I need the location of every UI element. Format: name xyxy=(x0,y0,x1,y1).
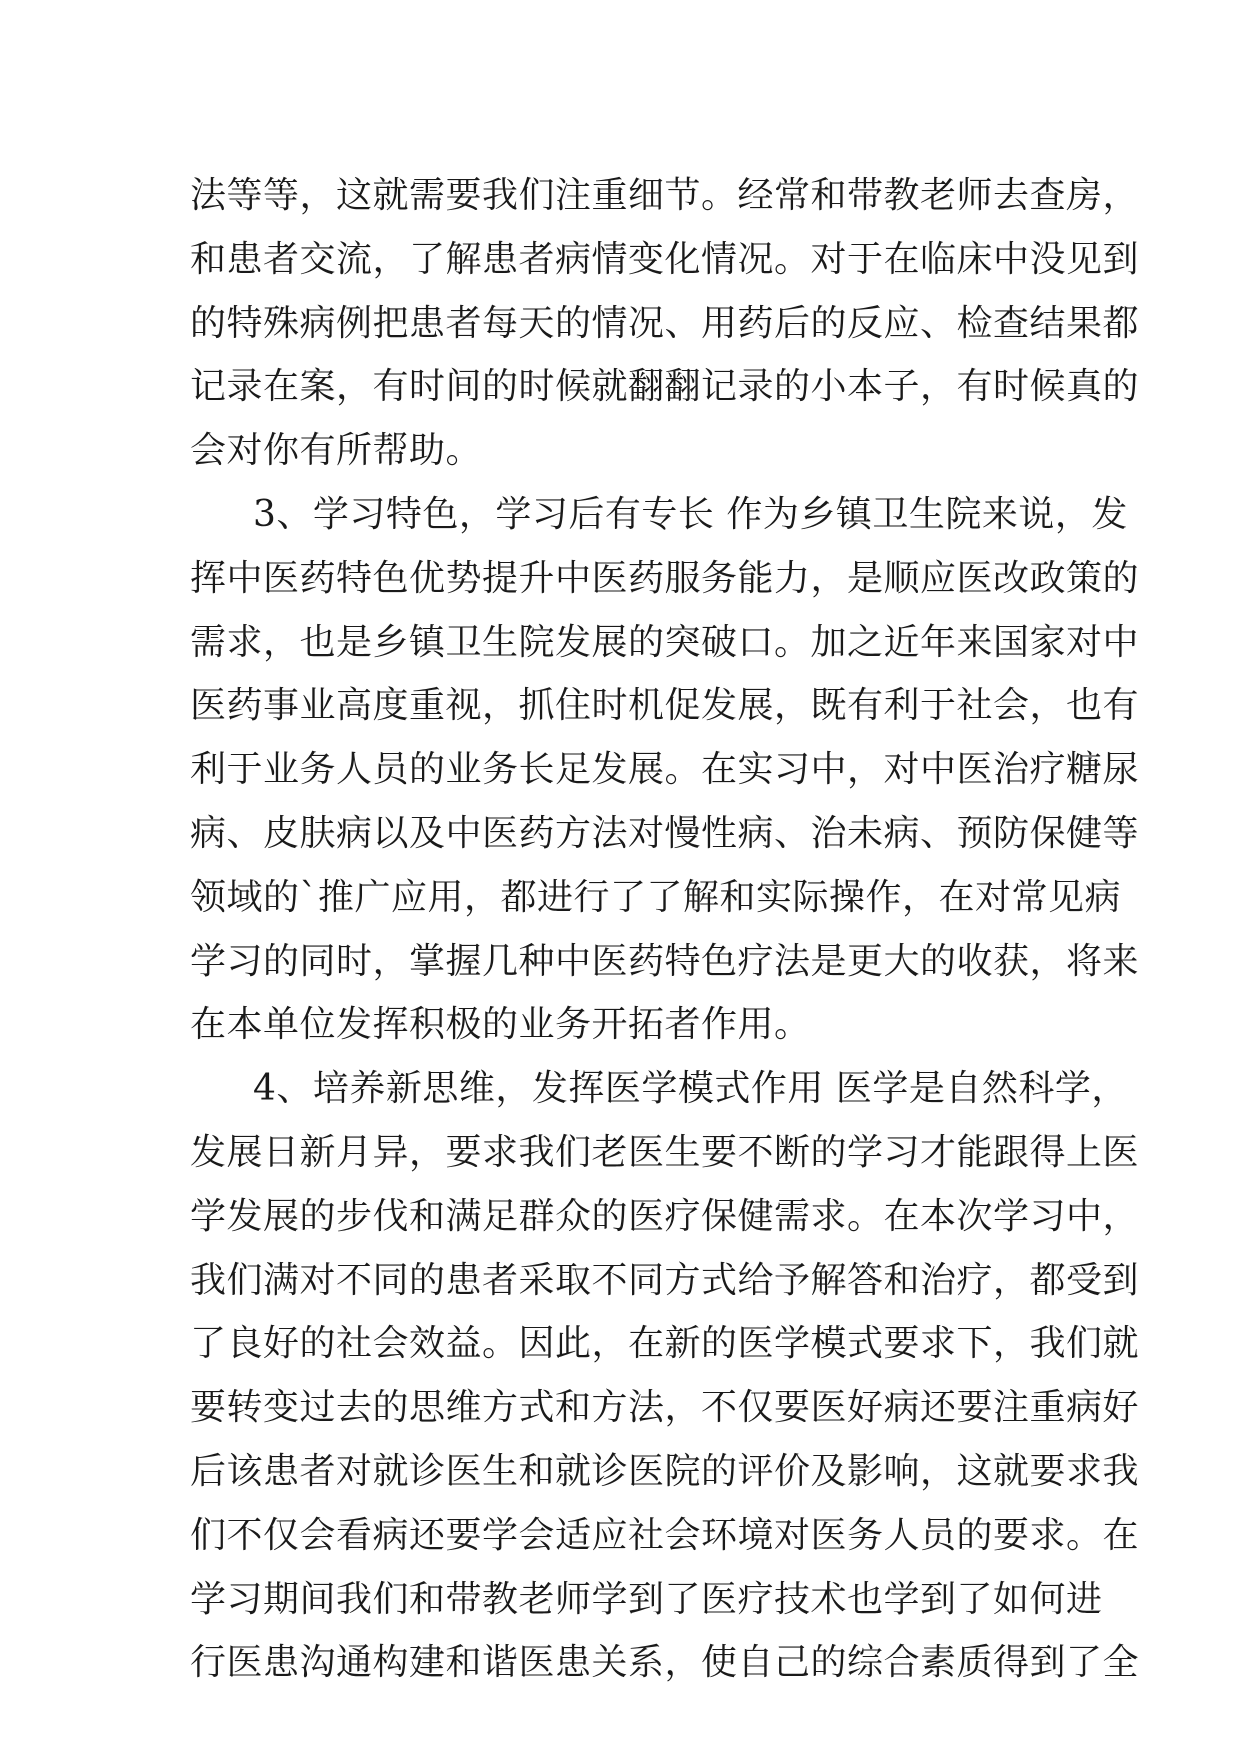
text-line: 病、皮肤病以及中医药方法对慢性病、治未病、预防保健等 xyxy=(190,812,1140,854)
text-line: 学发展的步伐和满足群众的医疗保健需求。在本次学习中， xyxy=(190,1195,1140,1237)
section-heading-line: 4、培养新思维，发挥医学模式作用 医学是自然科学， xyxy=(253,1068,1128,1110)
text-line: 需求，也是乡镇卫生院发展的突破口。加之近年来国家对中 xyxy=(190,621,1140,663)
text-line: 们不仅会看病还要学会适应社会环境对医务人员的要求。在 xyxy=(190,1514,1140,1556)
text-line: 发展日新月异，要求我们老医生要不断的学习才能跟得上医 xyxy=(190,1131,1140,1173)
text-line: 了良好的社会效益。因此，在新的医学模式要求下，我们就 xyxy=(190,1323,1140,1365)
body-text xyxy=(190,164,1140,1695)
text-line: 法等等，这就需要我们注重细节。经常和带教老师去查房， xyxy=(190,175,1140,216)
text-line: 学习的同时，掌握几种中医药特色疗法是更大的收获，将来 xyxy=(190,940,1140,982)
text-line: 学习期间我们和带教老师学到了医疗技术也学到了如何进 xyxy=(190,1578,1103,1620)
text-line: 记录在案，有时间的时候就翻翻记录的小本子，有时候真的 xyxy=(190,366,1140,408)
text-line: 利于业务人员的业务长足发展。在实习中，对中医治疗糖尿 xyxy=(190,749,1140,791)
text-line: 挥中医药特色优势提升中医药服务能力，是顺应医改政策的 xyxy=(190,557,1140,599)
text-line: 在本单位发挥积极的业务开拓者作用。 xyxy=(190,1004,811,1046)
text-line: 领域的`推广应用，都进行了了解和实际操作，在对常见病 xyxy=(190,876,1122,918)
text-line: 后该患者对就诊医生和就诊医院的评价及影响，这就要求我 xyxy=(190,1450,1140,1492)
text-line: 的特殊病例把患者每天的情况、用药后的反应、检查结果都 xyxy=(190,302,1140,344)
text-line: 要转变过去的思维方式和方法，不仅要医好病还要注重病好 xyxy=(190,1387,1140,1429)
text-line: 会对你有所帮助。 xyxy=(190,430,483,472)
text-line: 医药事业高度重视，抓住时机促发展，既有利于社会，也有 xyxy=(190,685,1140,727)
section-heading-line: 3、学习特色，学习后有专长 作为乡镇卫生院来说，发 xyxy=(253,493,1128,535)
text-line: 行医患沟通构建和谐医患关系，使自己的综合素质得到了全 xyxy=(190,1642,1140,1684)
text-line: 我们满对不同的患者采取不同方式给予解答和治疗，都受到 xyxy=(190,1259,1140,1301)
text-line: 和患者交流，了解患者病情变化情况。对于在临床中没见到 xyxy=(190,238,1140,280)
